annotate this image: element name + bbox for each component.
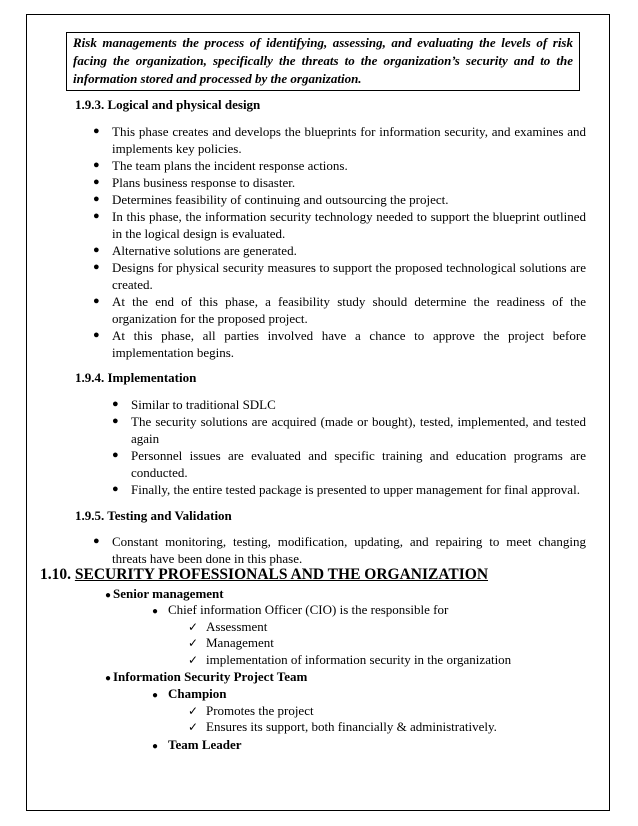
list-item: ● The security solutions are acquired (made or bought), tested, implemented, and tested again: [112, 414, 586, 446]
heading-1-9-4: 1.9.4. Implementation: [75, 370, 197, 385]
checkmark-icon: ✓: [188, 653, 199, 667]
bullet-icon: ●: [93, 244, 100, 256]
champion-subitem: ✓ Promotes the project: [188, 703, 314, 718]
bullet-icon: ●: [93, 261, 100, 273]
bullet-icon: ●: [152, 741, 159, 752]
bullet-icon: ●: [93, 535, 100, 547]
list-1-9-4: [112, 396, 586, 498]
bullet-icon: ●: [112, 449, 119, 461]
section-number: 1.10.: [40, 566, 71, 583]
list-item: ● Finally, the entire tested package is presented to upper management for final approval.: [112, 482, 580, 497]
cio-subitem: ✓ Assessment: [188, 619, 268, 634]
risk-definition-callout: Risk managements the process of identifying, assessing, and evaluating the levels of risk facing the organization, specifically the threats to the organization’s security and to the information stored and processed by the organization.: [66, 32, 580, 91]
bullet-icon: ●: [93, 295, 100, 307]
bullet-icon: ●: [152, 690, 159, 701]
bullet-icon: ●: [112, 398, 119, 410]
heading-1-9-3: 1.9.3. Logical and physical design: [75, 97, 261, 112]
bullet-icon: ●: [93, 176, 100, 188]
list-item: ● Personnel issues are evaluated and specific training and education programs are conducted.: [112, 448, 586, 480]
bullet-icon: ●: [112, 415, 119, 427]
bullet-icon: ●: [93, 329, 100, 341]
list-item: ● Alternative solutions are generated.: [93, 243, 297, 258]
list-item: ● This phase creates and develops the blueprints for information security, and examines and implements key policies.: [93, 124, 586, 156]
list-item: ● At this phase, all parties involved have a chance to approve the project before implementation begins.: [93, 328, 586, 360]
bullet-icon: ●: [93, 193, 100, 205]
list-item: ● In this phase, the information security technology needed to support the blueprint outlined in the logical design is evaluated.: [93, 209, 586, 241]
bullet-icon: ●: [105, 673, 112, 684]
list-item: ● The team plans the incident response actions.: [93, 158, 348, 173]
checkmark-icon: ✓: [188, 704, 199, 718]
list-item: ● Plans business response to disaster.: [93, 175, 296, 190]
champion-item: ● Champion: [152, 685, 227, 704]
list-item: ● At the end of this phase, a feasibility study should determine the readiness of the organization for the proposed project.: [93, 294, 586, 326]
cio-item: ● Chief information Officer (CIO) is the responsible for: [152, 601, 448, 620]
checkmark-icon: ✓: [188, 620, 199, 634]
bullet-icon: ●: [105, 590, 112, 601]
champion-subitem: ✓ Ensures its support, both financially & administratively.: [188, 719, 497, 734]
bullet-icon: ●: [93, 125, 100, 137]
checkmark-icon: ✓: [188, 720, 199, 734]
heading-1-10: [40, 565, 488, 584]
team-leader-item: ● Team Leader: [152, 736, 242, 755]
list-1-9-3: [93, 123, 586, 361]
list-item: ● Constant monitoring, testing, modification, updating, and repairing to meet changing threats have been done in this phase.: [93, 534, 586, 566]
senior-management-item: ● Senior management: [105, 585, 224, 604]
bullet-icon: ●: [112, 483, 119, 495]
list-item: ● Similar to traditional SDLC: [112, 397, 276, 412]
checkmark-icon: ✓: [188, 636, 199, 650]
section-title: SECURITY PROFESSIONALS AND THE ORGANIZATION: [74, 566, 489, 583]
list-item: ● Determines feasibility of continuing and outsourcing the project.: [93, 192, 449, 207]
heading-1-9-5: 1.9.5. Testing and Validation: [75, 508, 232, 523]
list-item: ● Designs for physical security measures to support the proposed technological solutions are created.: [93, 260, 586, 292]
cio-subitem: ✓ implementation of information security in the organization: [188, 652, 512, 667]
bullet-icon: ●: [93, 210, 100, 222]
bullet-icon: ●: [152, 606, 159, 617]
cio-subitem: ✓ Management: [188, 635, 274, 650]
bullet-icon: ●: [93, 159, 100, 171]
list-1-9-5: [93, 533, 586, 567]
project-team-item: ● Information Security Project Team: [105, 668, 307, 687]
